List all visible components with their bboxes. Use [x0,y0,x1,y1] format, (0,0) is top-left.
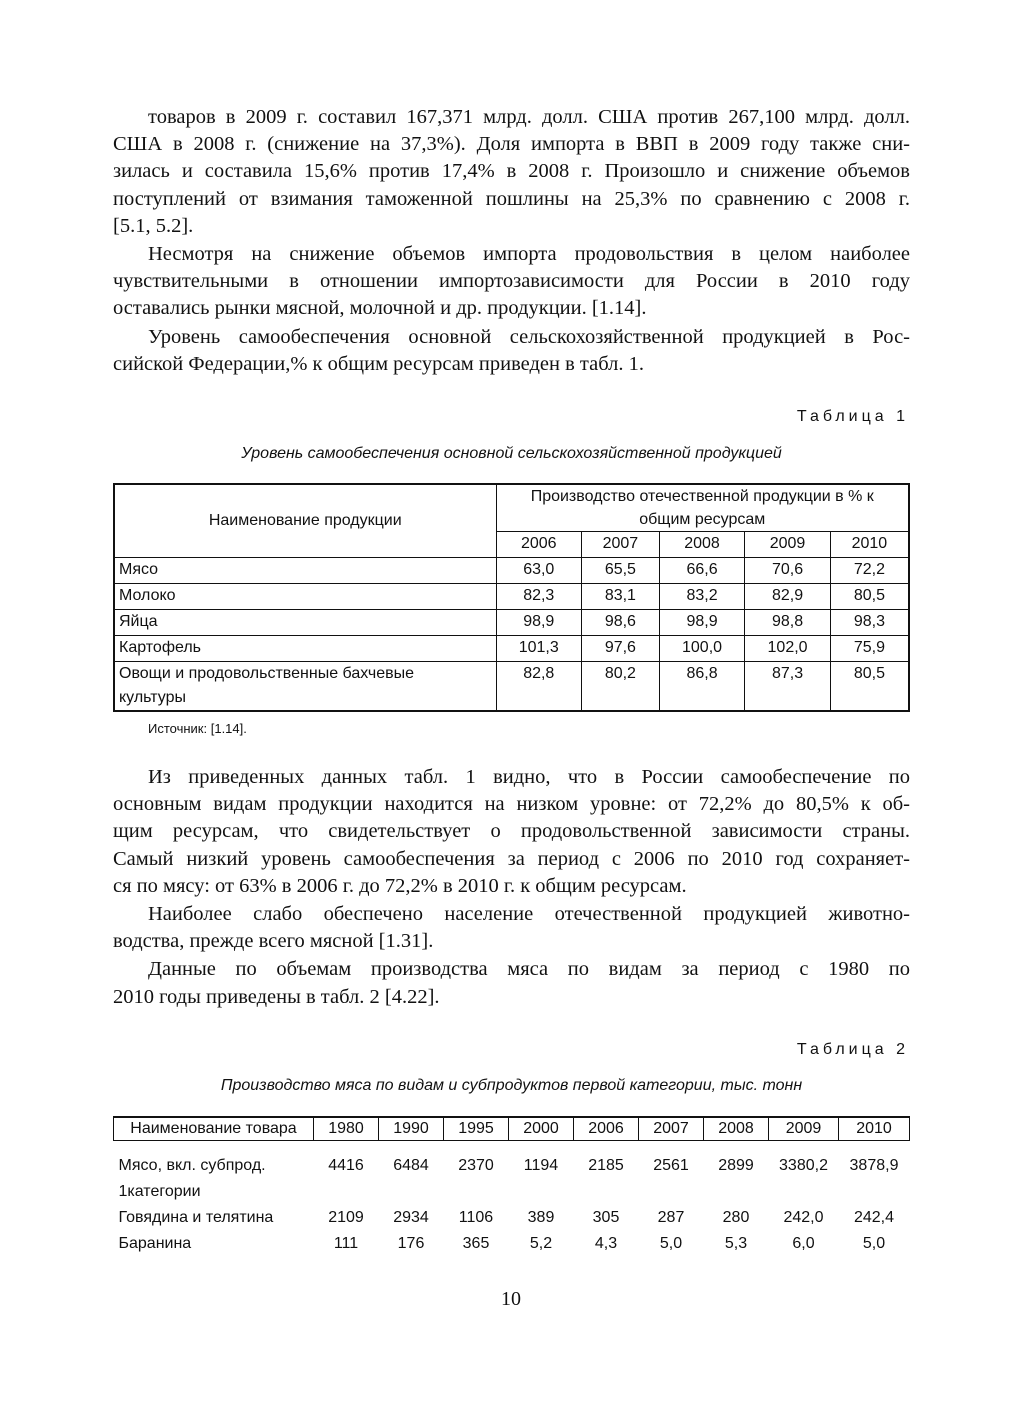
cell-value: 98,3 [830,610,909,636]
cell-value: 63,0 [496,558,582,584]
cell-value: 111 [333,1235,359,1252]
paragraph [113,104,910,240]
table2-title: Производство мяса по видам и субпродуктов первой категории, тыс. тонн [220,1077,803,1094]
table2-year-header: 2006 [574,1117,639,1141]
table1-year-header: 2010 [830,532,909,558]
cell-value: 2561 [653,1157,689,1174]
table-row [114,610,909,636]
text-line: Уровень самообеспечения основной сельскохозяйственной продукцией в Рос- [148,325,910,348]
cell-value: 98,6 [582,610,660,636]
cell-value: 72,2 [830,558,909,584]
cell-value: 6,0 [792,1235,815,1252]
cell-value: 70,6 [745,558,831,584]
cell-value: 2934 [393,1209,429,1226]
cell-value: 5,0 [659,1235,683,1252]
table1-source: Источник: [1.14]. [148,721,247,736]
table1-label: Таблица 1 [796,408,909,425]
text-line: поступлений от взимания таможенной пошлины на 25,3% по сравнению с 2008 г. [113,187,910,210]
text-line: основным видам продукции находится на низком уровне: от 72,2% до 80,5% к об- [113,793,910,816]
text-line: 2010 годы приведены в табл. 2 [4.22]. [113,985,440,1008]
cell-value: 102,0 [745,636,831,662]
table2-label: Таблица 2 [796,1041,909,1058]
table-row [114,662,909,712]
text-line: Данные по объемам производства мяса по видам за период с 1980 по [148,958,910,981]
row-name: Говядина и телятина [118,1209,274,1226]
cell-value: 1106 [458,1209,494,1226]
text-line: Несмотря на снижение объемов импорта продовольствия в целом наиболее [148,243,910,266]
page-number: 10 [501,1288,521,1310]
text-line: щим ресурсам, что свидетельствует о продовольственной зависимости страны. [113,820,910,843]
text-line: оставались рынки мясной, молочной и др. продукции. [1.14]. [113,297,647,320]
cell-value: 100,0 [659,636,745,662]
table-row [114,1205,910,1231]
cell-value: 82,3 [496,584,582,610]
table2-year-header: 2010 [839,1117,910,1141]
cell-value: 87,3 [745,662,831,712]
cell-value: 5,3 [724,1235,748,1252]
table1-year-header: 2008 [659,532,745,558]
row-name: Картофель [114,636,496,662]
table2-year-header: 2009 [769,1117,839,1141]
table1 [113,483,910,712]
cell-value: 82,8 [496,662,582,712]
cell-value: 66,6 [659,558,745,584]
cell-value: 75,9 [830,636,909,662]
paragraph [113,241,910,323]
cell-value: 2109 [328,1209,364,1226]
cell-value: 3380,2 [779,1157,828,1174]
cell-value: 80,2 [582,662,660,712]
cell-value: 5,2 [529,1235,553,1252]
row-name: Молоко [114,584,496,610]
cell-value: 98,8 [745,610,831,636]
cell-value: 101,3 [496,636,582,662]
cell-value: 280 [722,1209,750,1226]
cell-value: 2185 [588,1157,624,1174]
cell-value: 242,0 [783,1209,824,1226]
table1-year-header: 2009 [745,532,831,558]
cell-value: 242,4 [853,1209,895,1226]
cell-value: 1194 [523,1157,559,1174]
table-row [114,1141,910,1206]
cell-value: 97,6 [582,636,660,662]
cell-value: 4416 [328,1157,364,1174]
table2-name-header: Наименование товара [114,1117,314,1141]
cell-value: 83,2 [659,584,745,610]
table1-year-header: 2007 [582,532,660,558]
cell-value: 3878,9 [849,1157,899,1174]
table2-year-header: 1990 [379,1117,444,1141]
paragraph [113,956,910,1010]
text-line: товаров в 2009 г. составил 167,371 млрд. долл. США против 267,100 млрд. долл. [148,106,910,128]
text-line: чувствительными в отношении импортозависимости для России в 2010 году [113,270,910,293]
cell-value: 6484 [393,1157,429,1174]
row-name: Овощи и продовольственные бахчевые культуры [114,662,496,712]
text-line: [5.1, 5.2]. [113,214,194,237]
table1-name-header: Наименование продукции [114,484,496,558]
table1-title: Уровень самообеспечения основной сельскохозяйственной продукцией [241,445,782,462]
cell-value: 176 [397,1235,425,1252]
cell-value: 5,0 [862,1235,886,1252]
body-text-top [113,104,910,379]
paragraph [113,764,910,900]
row-name: Мясо, вкл. субпрод. 1категории [118,1157,266,1200]
cell-value: 98,9 [659,610,745,636]
table2-year-header: 2007 [639,1117,704,1141]
cell-value: 80,5 [830,662,909,712]
table2-year-header: 1980 [314,1117,379,1141]
paragraph [113,901,910,955]
cell-value: 2370 [458,1157,494,1174]
cell-value: 287 [657,1209,685,1226]
table2-year-header: 1995 [444,1117,509,1141]
table-row [114,558,909,584]
cell-value: 365 [462,1235,490,1252]
text-line: США в 2008 г. (снижение на 37,3%). Доля импорта в ВВП в 2009 году также сни- [113,133,910,156]
row-name: Яйца [114,610,496,636]
cell-value: 82,9 [745,584,831,610]
cell-value: 80,5 [830,584,909,610]
table-row [114,584,909,610]
cell-value: 305 [592,1209,620,1226]
table2-year-header: 2000 [509,1117,574,1141]
cell-value: 4,3 [594,1235,618,1252]
text-line: ся по мясу: от 63% в 2006 г. до 72,2% в 2010 г. к общим ресурсам. [113,874,687,897]
table1-year-header: 2006 [496,532,582,558]
text-line: Наиболее слабо обеспечено население отечественной продукцией животно- [148,903,910,926]
text-line: водства, прежде всего мясной [1.31]. [113,930,434,953]
paragraph [113,324,910,378]
text-line: Самый низкий уровень самообеспечения за период с 2006 по 2010 год сохраняет- [113,847,910,870]
body-text-middle [113,764,910,1012]
row-name: Баранина [118,1235,192,1252]
row-name: Мясо [114,558,496,584]
table-row [114,636,909,662]
table2-year-header: 2008 [704,1117,769,1141]
table-row [114,1231,910,1257]
cell-value: 2899 [718,1157,754,1174]
text-line: сийской Федерации,% к общим ресурсам приведен в табл. 1. [113,352,644,375]
text-line: Из приведенных данных табл. 1 видно, что в России самообеспечение по [148,766,910,788]
cell-value: 389 [527,1209,555,1226]
cell-value: 98,9 [496,610,582,636]
cell-value: 83,1 [582,584,660,610]
table1-group-header: Производство отечественной продукции в % к общим ресурсам [496,484,909,532]
cell-value: 65,5 [582,558,660,584]
text-line: зилась и составила 15,6% против 17,4% в 2008 г. Произошло и снижение объемов [113,160,910,183]
table2 [113,1116,910,1257]
cell-value: 86,8 [659,662,745,712]
